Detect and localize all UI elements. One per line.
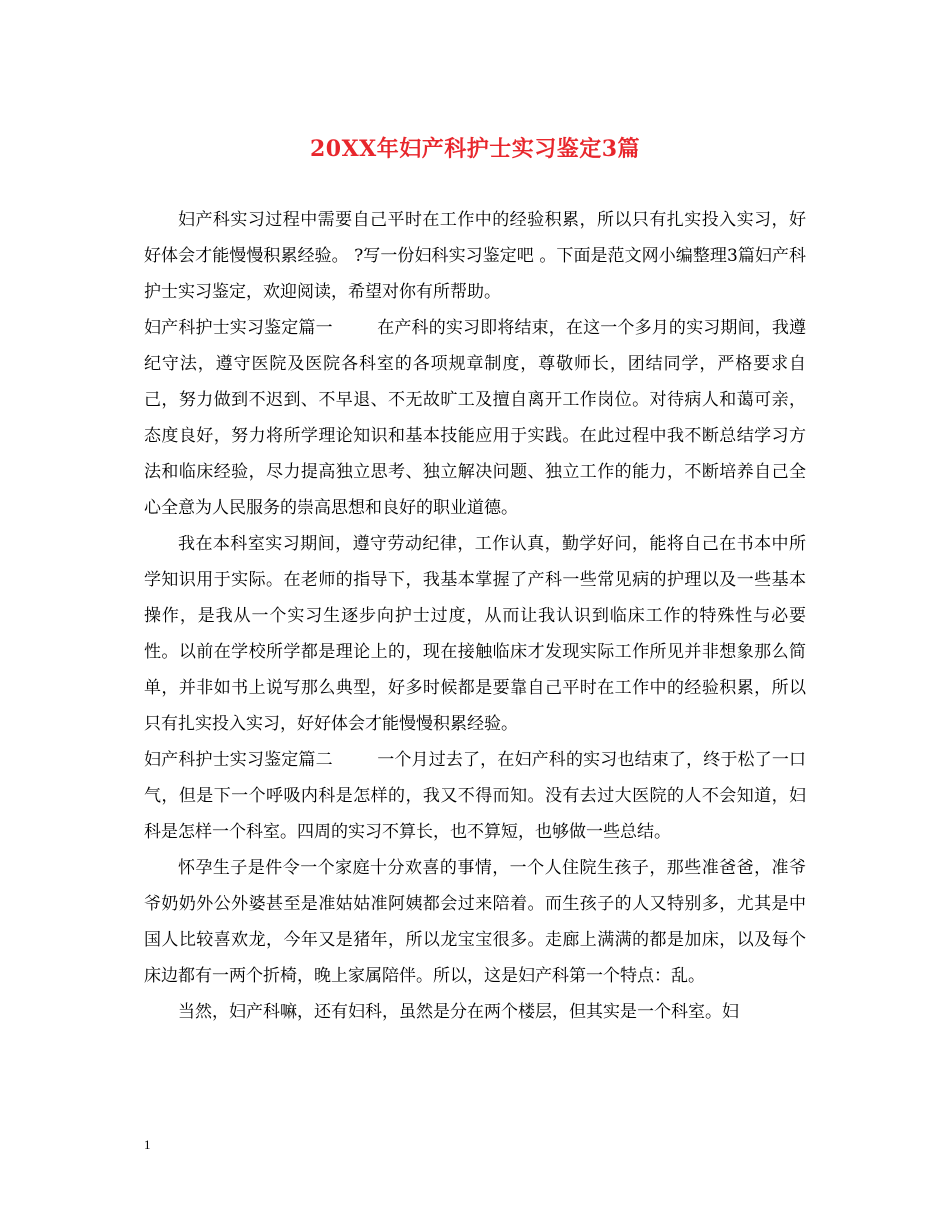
- page-number: 1: [144, 1137, 151, 1152]
- section-one-text: 在产科的实习即将结束，在这一个多月的实习期间，我遵纪守法，遵守医院及医院各科室的各项规章制度，尊敬师长，团结同学，严格要求自己，努力做到不迟到、不早退、不无故旷工及擅自离开工作岗位。对待病人和蔼可亲，态度良好，努力将所学理论知识和基本技能应用于实践。在此过程中我不断总结学习方法和临床经验，尽力提高独立思考、独立解决问题、独立工作的能力，不断培养自己全心全意为人民服务的崇高思想和良好的职业道德。: [144, 318, 807, 518]
- section-gap: [333, 750, 378, 770]
- paragraph-section-one: [144, 310, 806, 526]
- paragraph-internship-work: 我在本科室实习期间，遵守劳动纪律，工作认真，勤学好问，能将自己在书本中所学知识用于实际。在老师的指导下，我基本掌握了产科一些常见病的护理以及一些基本操作，是我从一个实习生逐步向护士过度，从而让我认识到临床工作的特殊性与必要性。以前在学校所学都是理论上的，现在接触临床才发现实际工作所见并非想象那么简单，并非如书上说写那么典型，好多时候都是要靠自己平时在工作中的经验积累，所以只有扎实投入实习，好好体会才能慢慢积累经验。: [144, 534, 806, 734]
- document-title: 20XX年妇产科护士实习鉴定3篇: [309, 136, 641, 162]
- section-two-text: 一个月过去了，在妇产科的实习也结束了，终于松了一口气，但是下一个呼吸内科是怎样的，我又不得而知。没有去过大医院的人不会知道，妇科是怎样一个科室。四周的实习不算长，也不算短，也够做一些总结。: [144, 750, 807, 842]
- section-heading-one: 妇产科护士实习鉴定篇一: [144, 318, 333, 338]
- section-gap: [333, 318, 378, 338]
- document-body: [144, 202, 806, 1030]
- paragraph-intro: 妇产科实习过程中需要自己平时在工作中的经验积累，所以只有扎实投入实习，好好体会才能慢慢积累经验。 ?写一份妇科实习鉴定吧 。下面是范文网小编整理3篇妇产科护士实习鉴定，欢迎阅读，希望对你有所帮助。: [144, 210, 806, 302]
- paragraph-gynecology: 当然，妇产科嘛，还有妇科，虽然是分在两个楼层，但其实是一个科室。妇: [178, 1002, 739, 1022]
- section-heading-two: 妇产科护士实习鉴定篇二: [144, 750, 333, 770]
- paragraph-section-two: [144, 742, 806, 850]
- paragraph-pregnancy: 怀孕生子是件令一个家庭十分欢喜的事情，一个人住院生孩子，那些准爸爸，准爷爷奶奶外公外婆甚至是准姑姑准阿姨都会过来陪着。而生孩子的人又特别多，尤其是中国人比较喜欢龙，今年又是猪年，所以龙宝宝很多。走廊上满满的都是加床，以及每个床边都有一两个折椅，晚上家属陪伴。所以，这是妇产科第一个特点：乱。: [144, 858, 806, 986]
